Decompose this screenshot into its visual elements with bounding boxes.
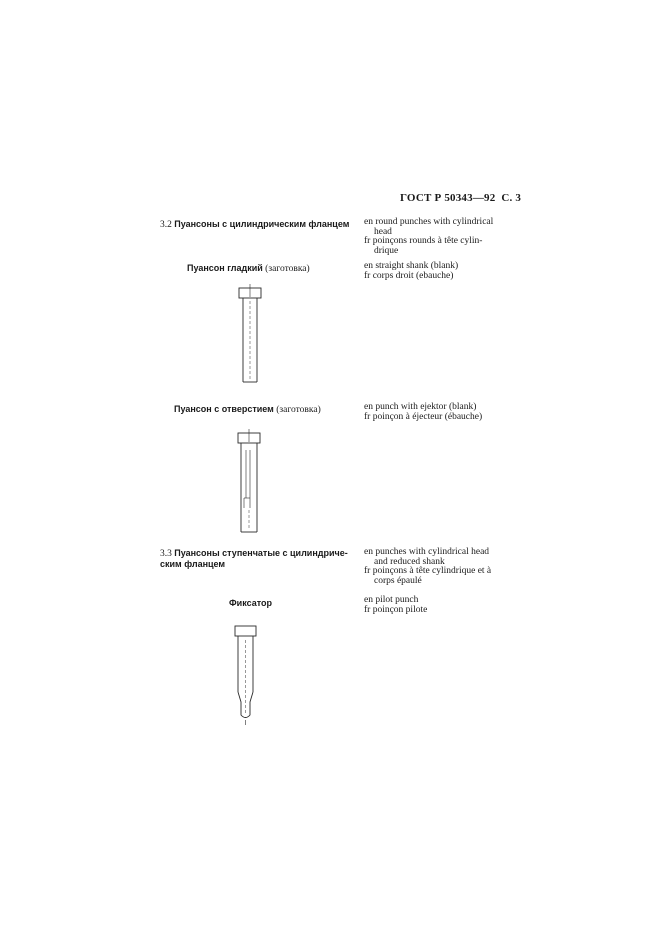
pilot-punch-term xyxy=(229,598,272,609)
section-3-3-term xyxy=(160,548,360,570)
term-note: (заготовка) xyxy=(276,405,321,415)
section-3-2-term xyxy=(160,219,360,230)
fr-term: fr corps droit (ebauche) xyxy=(364,270,454,281)
term-name: Пуансон с отверстием xyxy=(174,404,274,414)
section-3-3-definitions xyxy=(364,548,534,586)
section-number: 3.3 xyxy=(160,549,172,559)
smooth-punch-drawing xyxy=(232,283,268,388)
hole-punch-definitions xyxy=(364,403,534,422)
en-term: en punch with ejektor (blank) xyxy=(364,402,477,412)
fr-term: fr poinçons à tête cylindrique et à xyxy=(364,566,492,576)
en-term: en pilot punch xyxy=(364,595,419,605)
fr-term: fr poinçons rounds à tête cylin- xyxy=(364,236,483,246)
term-name: Пуансон гладкий xyxy=(187,263,263,273)
fr-term: fr poinçon à éjecteur (ébauche) xyxy=(364,411,483,422)
en-term-cont: head xyxy=(374,226,392,237)
section-title: Пуансоны ступенчатые с цилиндриче- xyxy=(174,548,348,558)
section-title-cont: ским фланцем xyxy=(160,559,226,569)
term-note: (заготовка) xyxy=(265,264,310,274)
fr-term-cont: corps épaulé xyxy=(374,575,422,586)
term-name: Фиксатор xyxy=(229,598,273,608)
page-header xyxy=(400,192,521,204)
en-term: en punches with cylindrical head xyxy=(364,547,490,557)
standard-number: ГОСТ Р 50343—92 xyxy=(400,192,496,204)
smooth-punch-term xyxy=(187,263,310,274)
hole-punch-term xyxy=(174,404,321,415)
section-3-2-definitions xyxy=(364,218,534,256)
pilot-punch-definitions xyxy=(364,596,534,615)
pilot-punch-drawing xyxy=(228,622,262,732)
section-number: 3.2 xyxy=(160,220,172,230)
page-number: С. 3 xyxy=(501,192,522,204)
en-term-cont: and reduced shank xyxy=(374,556,445,567)
section-title: Пуансоны с цилиндрическим фланцем xyxy=(174,219,350,229)
fr-term: fr poinçon pilote xyxy=(364,604,428,615)
hole-punch-drawing xyxy=(230,428,268,536)
fr-term-cont: drique xyxy=(374,245,399,256)
smooth-punch-definitions xyxy=(364,262,534,281)
en-term: en straight shank (blank) xyxy=(364,261,459,271)
en-term: en round punches with cylindrical xyxy=(364,217,494,227)
